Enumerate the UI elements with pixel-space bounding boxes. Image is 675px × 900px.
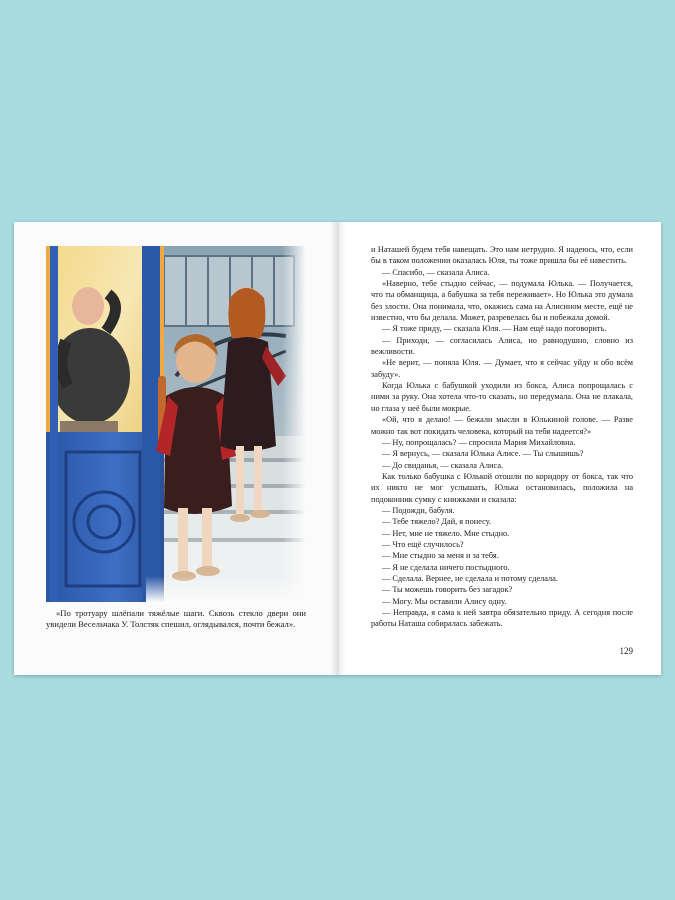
paragraph: — Приходи, — согласилась Алиса, но равнодушно, словно из вежливости. <box>371 335 633 357</box>
paragraph: — Неправда, я сама к ней завтра обязательно приду. А сегодня после работы Наташа собиралась забежать. <box>371 608 633 629</box>
paragraph: — Я тоже приду, — сказала Юля. — Нам ещё надо поговорить. <box>382 324 607 334</box>
paragraph: — Сделала. Вернее, не сделала и потому сделала. <box>382 573 558 583</box>
left-page <box>14 222 338 675</box>
paragraph: «Не верит, — поняла Юля. — Думает, что я сейчас уйду и обо всём забуду». <box>371 358 633 379</box>
door-edge-right <box>142 246 160 602</box>
paragraph: — До свиданья, — сказала Алиса. <box>382 460 504 470</box>
door-edge <box>50 246 58 602</box>
paragraph: — Что ещё случилось? <box>382 539 464 549</box>
book-spread <box>14 222 661 675</box>
paragraph: — Подожди, бабуля. <box>382 505 455 515</box>
paragraph: — Нет, мне не тяжело. Мне стыдно. <box>382 528 510 538</box>
paragraph: Как только бабушка с Юлькой отошли по коридору от бокса, так что их никто не мог услышать, Юлька остановилась, положила на подоконник сумку с книжками и сказала: <box>371 471 633 504</box>
illustration <box>46 246 306 602</box>
paragraph: — Тебе тяжело? Дай, я понесу. <box>382 517 492 527</box>
paragraph: — Я вернусь, — сказала Юлька Алисе. — Ты слышишь? <box>382 449 584 459</box>
paragraph: Когда Юлька с бабушкой уходили из бокса, Алиса попрощалась с ними за руку. Она хотела что-то сказать, но передумала. Она не плакала, но глаза у неё были мокрые. <box>371 381 633 413</box>
text-block <box>371 244 633 630</box>
paragraph: «Ой, что я делаю! — бежали мысли в Юлькиной голове. — Разве можно так вот покидать человека, который на тебя надеется?» <box>371 415 633 436</box>
right-page <box>338 222 661 675</box>
paragraph: и Наташей будем тебя навещать. Это нам нетрудно. Я надеюсь, что, если бы в таком положении оказалась Юля, ты тоже пришла бы её навестить. <box>371 245 633 266</box>
paragraph: «Наверно, тебе стыдно сейчас, — подумала Юлька. — Получается, что ты обманщица, а бабушка за тебя переживает». Но Юлька это думала без злости. Она понимала, что, окажись сама на Алисином месте, ещё не известно, что бы делала. Может, разревелась бы и побежала домой. <box>371 279 633 323</box>
paragraph: — Мне стыдно за меня и за тебя. <box>382 551 499 561</box>
paragraph: — Ну, попрощалась? — спросила Мария Михайловна. <box>382 437 576 447</box>
paragraph: — Я не сделала ничего постыдного. <box>382 562 510 572</box>
book-spine <box>330 222 346 675</box>
illustration-caption: «По тротуару шлёпали тяжёлые шаги. Сквозь стекло двери они увидели Весельчака У. Толстяк спешил, оглядывался, почти бежал». <box>46 608 306 630</box>
paragraph: — Могу. Мы оставили Алису одну. <box>382 596 507 606</box>
paragraph: — Спасибо, — сказала Алиса. <box>382 267 490 277</box>
page-number: 129 <box>619 646 633 656</box>
paragraph: — Ты можешь говорить без загадок? <box>382 585 513 595</box>
